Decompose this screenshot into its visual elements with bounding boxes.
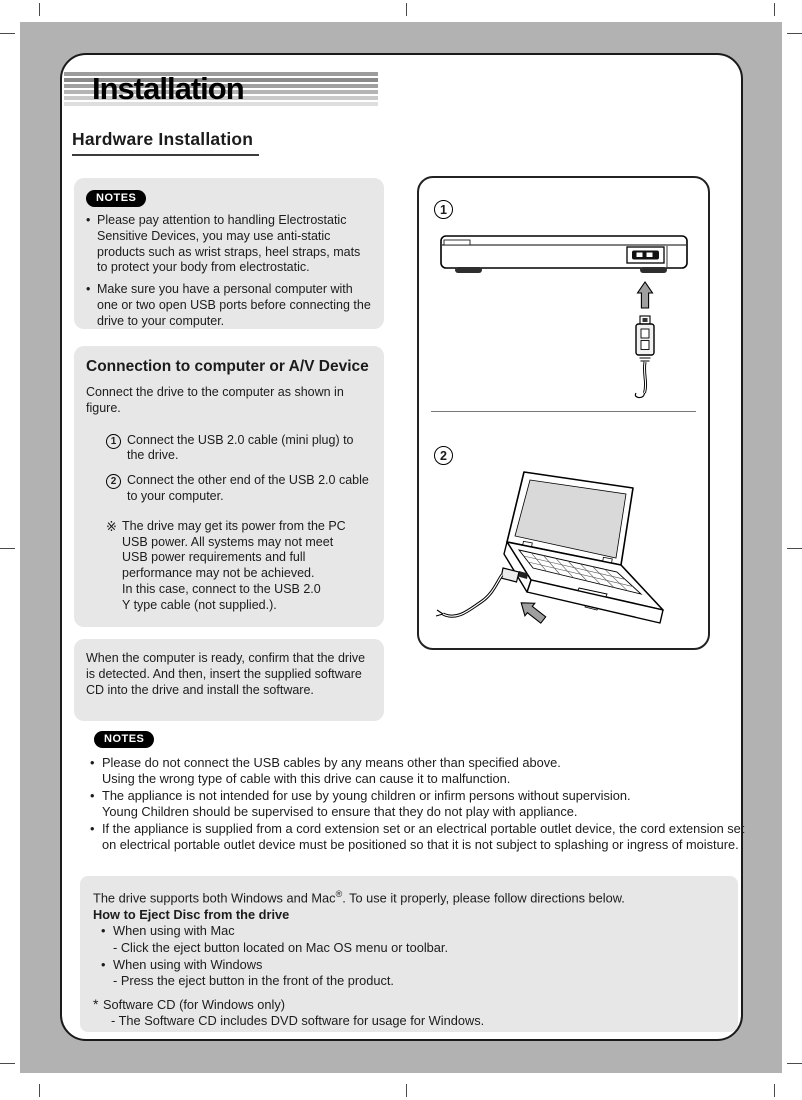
ready-panel [74,639,384,721]
note-text [102,755,561,788]
title-banner [64,72,378,108]
laptop-illustration [427,462,704,644]
support-intro-text: The drive supports both Windows and Mac [93,890,336,906]
power-note-line: USB power. All systems may not meet [122,534,334,549]
connection-intro: Connect the drive to the computer as shown in figure. [86,385,344,415]
eject-item [93,923,725,940]
eject-item [93,957,725,974]
circled-2-icon: 2 [434,446,453,465]
note-item [90,821,746,854]
power-note-line: The drive may get its power from the PC [122,518,346,533]
drive-illustration [435,216,695,406]
bullet-icon: • [101,923,106,939]
support-intro [93,886,725,907]
eject-heading: How to Eject Disc from the drive [93,906,290,922]
eject-item-label: When using with Windows [113,956,263,972]
power-note-line: USB power requirements and full [122,550,306,565]
section-heading: Hardware Installation [72,129,259,156]
crop-mark-icon [0,1063,15,1064]
note-item [86,213,372,276]
bullet-icon: • [86,213,91,227]
power-note-line: performance may not be achieved. [122,566,315,581]
connection-heading: Connection to computer or A/V Device [86,358,369,375]
power-note-lines [122,519,346,614]
asterisk-icon: * [93,995,99,1012]
content-card [60,53,743,1041]
footnote [93,997,725,1014]
note-line: Please do not connect the USB cables by any means other than specified above. [102,755,561,770]
support-panel [80,876,738,1032]
footnote-sub: - The Software CD includes DVD software for usage for Windows. [111,1013,485,1029]
note-item [90,788,746,821]
bullet-icon: • [90,755,95,770]
registered-mark: ® [335,889,343,899]
figure-panel [417,176,710,650]
support-intro-text: . To use it properly, please follow directions below. [342,890,625,906]
note-line: Using the wrong type of cable with this drive can cause it to malfunction. [102,771,511,787]
step-text: Connect the USB 2.0 cable (mini plug) to the drive. [127,432,354,463]
crop-mark-icon [787,33,802,34]
step-item [106,433,372,465]
ready-text: When the computer is ready, confirm that the drive is detected. And then, insert the supplied software CD into the drive and install the software. [86,651,366,697]
crop-mark-icon [787,1063,802,1064]
note-item [90,755,746,788]
notes-list [90,755,746,853]
note-line: Young Children should be supervised to ensure that they do not play with appliance. [102,804,578,820]
note-line: If the appliance is supplied from a cord extension set or an electrical portable outlet device, the cord extension set on electrical portable outlet device must be positioned so that it is not subject to splashing or ingress of moisture. [102,820,745,853]
crop-mark-icon [0,33,15,34]
note-item [86,282,372,329]
note-text [102,788,631,821]
note-text: Make sure you have a personal computer with one or two open USB ports before connecting the drive to your computer. [97,282,371,328]
step-text: Connect the other end of the USB 2.0 cable to your computer. [127,473,369,503]
bullet-icon: • [86,282,91,297]
step-item [106,473,372,505]
crop-mark-icon [787,548,802,549]
connection-panel [74,346,384,627]
bullet-icon: • [90,820,95,836]
notes-badge: NOTES [94,731,154,748]
crop-mark-icon [39,1084,40,1097]
crop-mark-icon [0,548,15,549]
footnote-label: Software CD (for Windows only) [103,996,286,1012]
step-list [106,433,372,505]
crop-mark-icon [406,1084,407,1097]
power-note [106,519,372,614]
note-text [102,821,746,854]
circled-1-icon: 1 [106,434,121,449]
crop-mark-icon [39,3,40,16]
eject-item-sub: - Press the eject button in the front of the product. [113,973,394,989]
power-note-line: Y type cable (not supplied.). [122,597,277,612]
circled-2-icon: 2 [106,474,121,489]
circled-1-icon: 1 [434,200,453,219]
bullet-icon: • [101,956,106,972]
notes-badge: NOTES [86,190,146,207]
note-text: Please pay attention to handling Electrostatic Sensitive Devices, you may use anti-static products such as wrist straps, heel straps, mats to protect your body from electrostatic. [97,213,361,275]
power-note-line: In this case, connect to the USB 2.0 [122,581,321,596]
eject-item-sub: - Click the eject button located on Mac OS menu or toolbar. [113,940,449,956]
crop-mark-icon [774,3,775,16]
notes-panel-top [74,178,384,329]
crop-mark-icon [774,1084,775,1097]
eject-item-label: When using with Mac [113,923,235,939]
page-title: Installation [92,71,244,106]
crop-mark-icon [406,3,407,16]
panel-divider [431,411,696,412]
note-line: The appliance is not intended for use by young children or infirm persons without supervision. [102,787,631,803]
reference-mark-icon: ※ [106,518,117,534]
bullet-icon: • [90,787,95,803]
